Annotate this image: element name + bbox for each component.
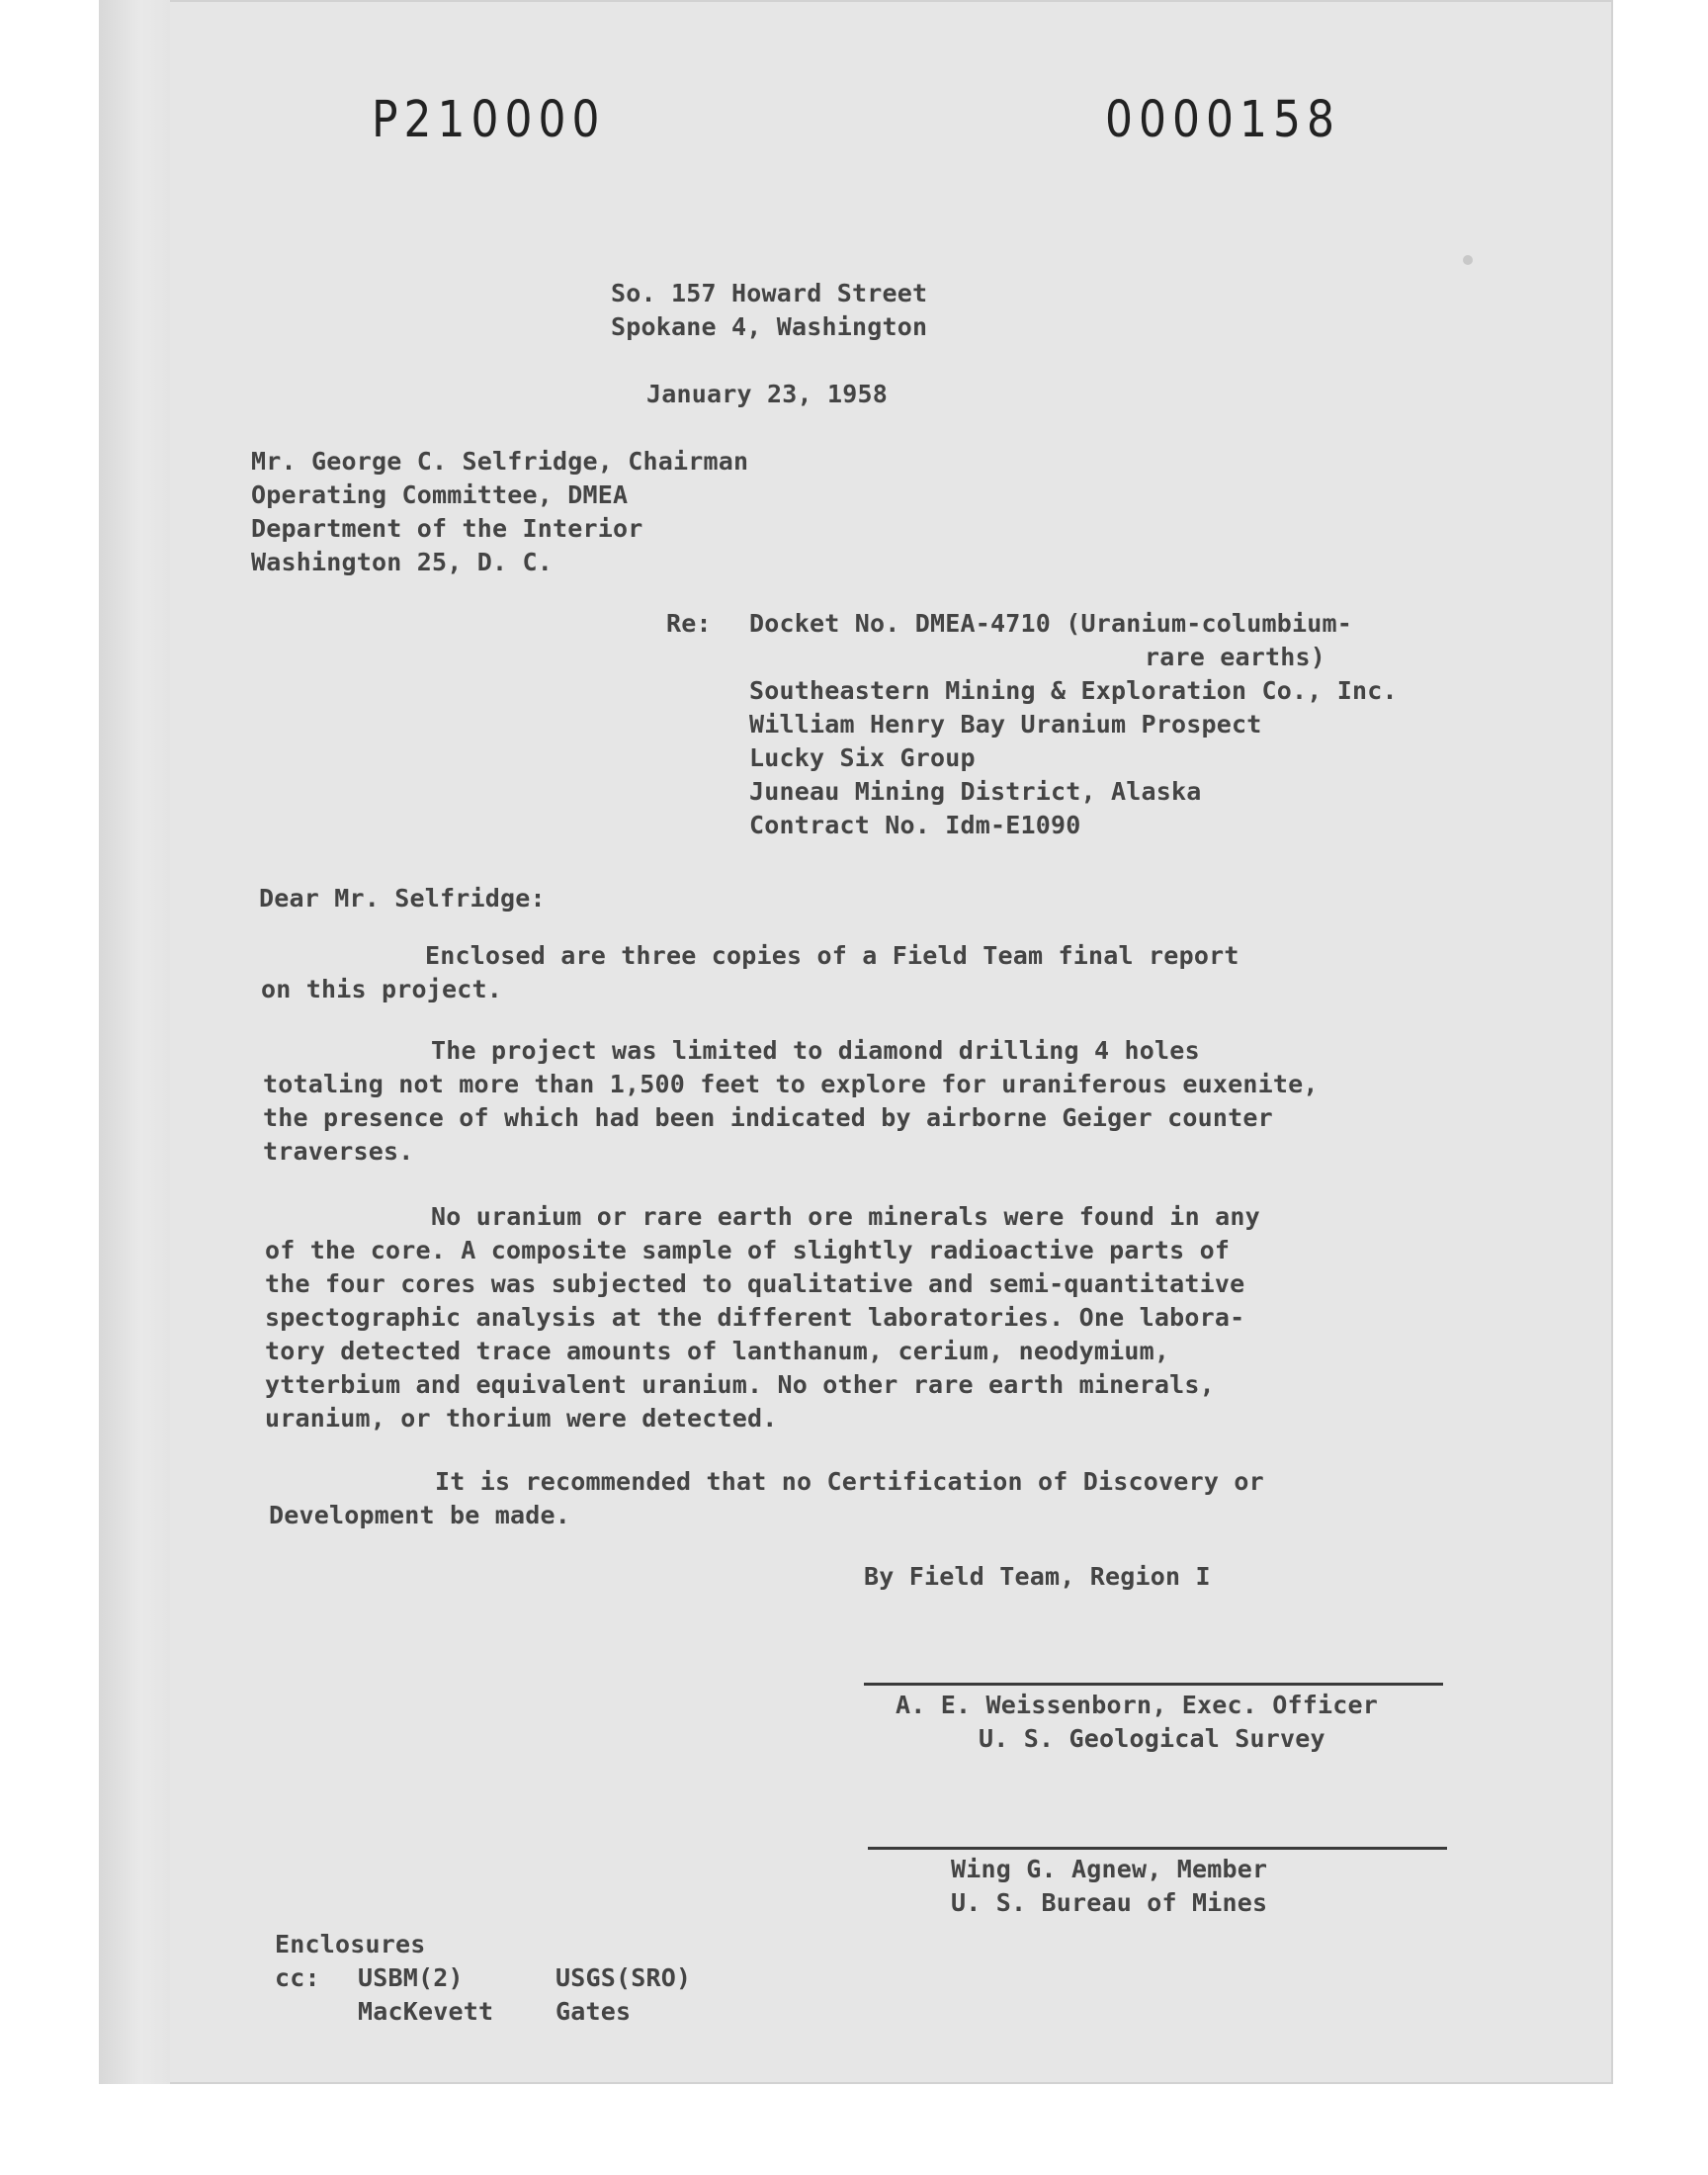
re-line-5: Juneau Mining District, Alaska: [749, 777, 1202, 806]
signature-1-org: U. S. Geological Survey: [979, 1724, 1325, 1753]
paper-left-edge: [99, 0, 170, 2084]
body-p3-line-6: ytterbium and equivalent uranium. No other rare earth minerals,: [265, 1370, 1215, 1399]
re-label: Re:: [666, 609, 712, 638]
body-p3-line-4: spectographic analysis at the different laboratories. One labora-: [265, 1303, 1245, 1332]
recipient-line-2: Operating Committee, DMEA: [251, 480, 629, 509]
cc-recipient-usbm: USBM(2): [358, 1963, 464, 1992]
document-stamp-right: 0000158: [1105, 91, 1340, 149]
body-p3-line-1: No uranium or rare earth ore minerals were found in any: [431, 1202, 1260, 1231]
signature-2-name: Wing G. Agnew, Member: [951, 1855, 1268, 1883]
recipient-line-3: Department of the Interior: [251, 514, 643, 543]
cc-label: cc:: [275, 1963, 320, 1992]
body-p1-line-1: Enclosed are three copies of a Field Team final report: [425, 941, 1239, 970]
body-p1-line-2: on this project.: [261, 975, 503, 1003]
body-p2-line-3: the presence of which had been indicated by airborne Geiger counter: [263, 1103, 1273, 1132]
closing-line: By Field Team, Region I: [864, 1562, 1211, 1591]
document-stamp-left: P210000: [372, 91, 606, 149]
signature-1-name: A. E. Weissenborn, Exec. Officer: [896, 1691, 1379, 1719]
signature-line-1: [864, 1683, 1443, 1686]
body-p3-line-5: tory detected trace amounts of lanthanum, cerium, neodymium,: [265, 1337, 1170, 1365]
body-p3-line-2: of the core. A composite sample of slightly radioactive parts of: [265, 1236, 1231, 1264]
body-p4-line-1: It is recommended that no Certification of Discovery or: [435, 1467, 1264, 1496]
re-line-1b: rare earths): [1145, 643, 1326, 671]
letter-date: January 23, 1958: [646, 380, 889, 408]
cc-recipient-gates: Gates: [555, 1997, 632, 2026]
body-p4-line-2: Development be made.: [269, 1501, 571, 1529]
body-p2-line-1: The project was limited to diamond drilling 4 holes: [431, 1036, 1200, 1065]
body-p2-line-4: traverses.: [263, 1137, 414, 1166]
body-p3-line-3: the four cores was subjected to qualitative and semi-quantitative: [265, 1269, 1245, 1298]
signature-2-org: U. S. Bureau of Mines: [951, 1888, 1268, 1917]
cc-recipient-usgs: USGS(SRO): [555, 1963, 692, 1992]
enclosures-label: Enclosures: [275, 1930, 426, 1958]
cc-recipient-mackevett: MacKevett: [358, 1997, 494, 2026]
recipient-line-4: Washington 25, D. C.: [251, 548, 554, 576]
sender-address-line-1: So. 157 Howard Street: [611, 279, 928, 307]
re-line-3: William Henry Bay Uranium Prospect: [749, 710, 1262, 739]
body-p3-line-7: uranium, or thorium were detected.: [265, 1404, 778, 1433]
recipient-line-1: Mr. George C. Selfridge, Chairman: [251, 447, 749, 476]
re-line-2: Southeastern Mining & Exploration Co., Inc.: [749, 676, 1398, 705]
paper-speck: [1463, 255, 1473, 265]
re-line-6: Contract No. Idm-E1090: [749, 811, 1081, 839]
re-line-4: Lucky Six Group: [749, 743, 976, 772]
sender-address-line-2: Spokane 4, Washington: [611, 312, 928, 341]
re-line-1: Docket No. DMEA-4710 (Uranium-columbium-: [749, 609, 1353, 638]
salutation: Dear Mr. Selfridge:: [259, 884, 546, 913]
body-p2-line-2: totaling not more than 1,500 feet to explore for uraniferous euxenite,: [263, 1070, 1319, 1098]
signature-line-2: [868, 1847, 1447, 1850]
